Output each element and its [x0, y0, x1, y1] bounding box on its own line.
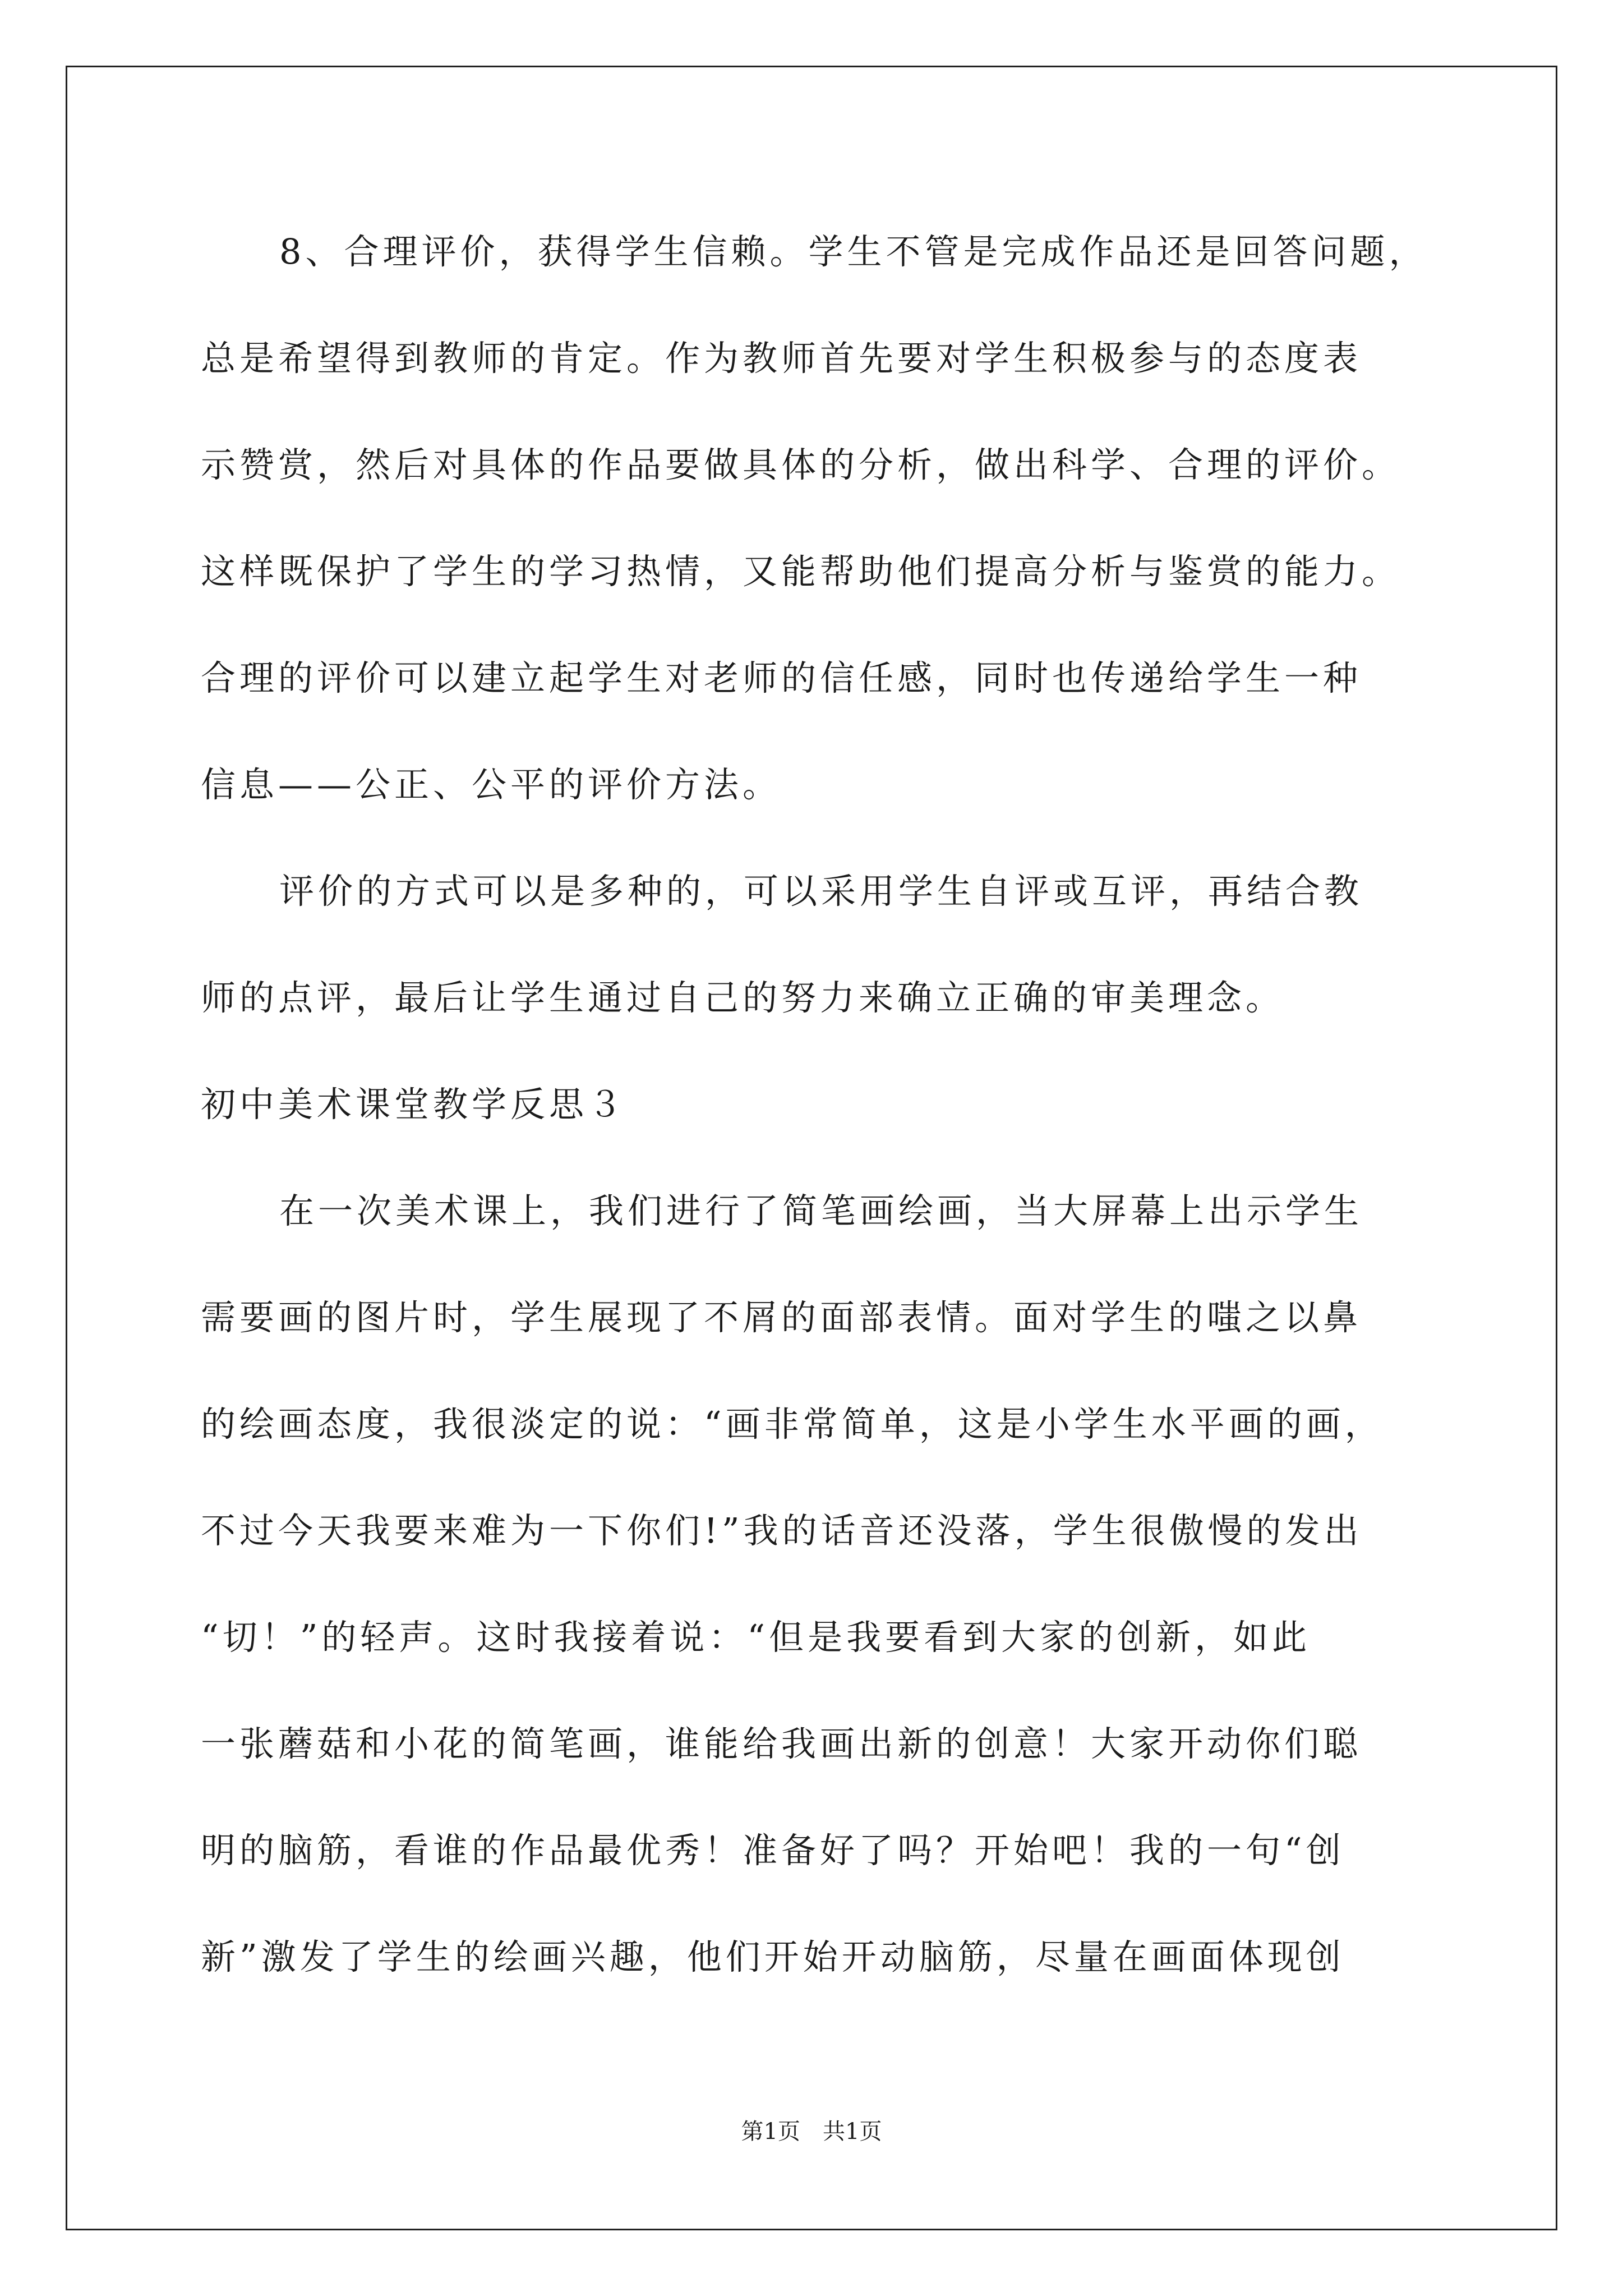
paragraph-line: 一张蘑菇和小花的简笔画，谁能给我画出新的创意！大家开动你们聪	[201, 1723, 1362, 1764]
paragraph-line: 示赞赏，然后对具体的作品要做具体的分析，做出科学、合理的评价。	[201, 444, 1401, 485]
paragraph-line: 这样既保护了学生的学习热情，又能帮助他们提高分析与鉴赏的能力。	[201, 551, 1401, 592]
page-indicator: 第1页 共1页	[741, 2119, 882, 2145]
paragraph-line: 师的点评，最后让学生通过自己的努力来确立正确的审美理念。	[201, 977, 1285, 1018]
paragraph-line: 评价的方式可以是多种的，可以采用学生自评或互评，再结合教	[279, 871, 1363, 912]
paragraph-line: 8、合理评价，获得学生信赖。学生不管是完成作品还是回答问题，	[279, 231, 1428, 272]
paragraph-line: 明的脑筋，看谁的作品最优秀！准备好了吗？开始吧！我的一句“创	[201, 1830, 1345, 1871]
paragraph-line: 不过今天我要来难为一下你们!”我的话音还没落，学生很傲慢的发出	[201, 1510, 1363, 1551]
paragraph-line: 合理的评价可以建立起学生对老师的信任感，同时也传递给学生一种	[201, 657, 1362, 698]
paragraph-line: 信息——公正、公平的评价方法。	[201, 764, 782, 805]
paragraph-line: 的绘画态度，我很淡定的说：“画非常简单，这是小学生水平画的画，	[201, 1404, 1384, 1444]
section-heading: 初中美术课堂教学反思３	[201, 1084, 627, 1125]
page-border	[66, 66, 1557, 2230]
paragraph-line: “切！”的轻声。这时我接着说：“但是我要看到大家的创新，如此	[201, 1617, 1311, 1658]
paragraph-line: 在一次美术课上，我们进行了简笔画绘画，当大屏幕上出示学生	[279, 1190, 1363, 1231]
paragraph-line: 需要画的图片时，学生展现了不屑的面部表情。面对学生的嗤之以鼻	[201, 1297, 1362, 1338]
paragraph-line: 总是希望得到教师的肯定。作为教师首先要对学生积极参与的态度表	[201, 338, 1362, 379]
paragraph-line: 新”激发了学生的绘画兴趣，他们开始开动脑筋，尽量在画面体现创	[201, 1936, 1345, 1977]
